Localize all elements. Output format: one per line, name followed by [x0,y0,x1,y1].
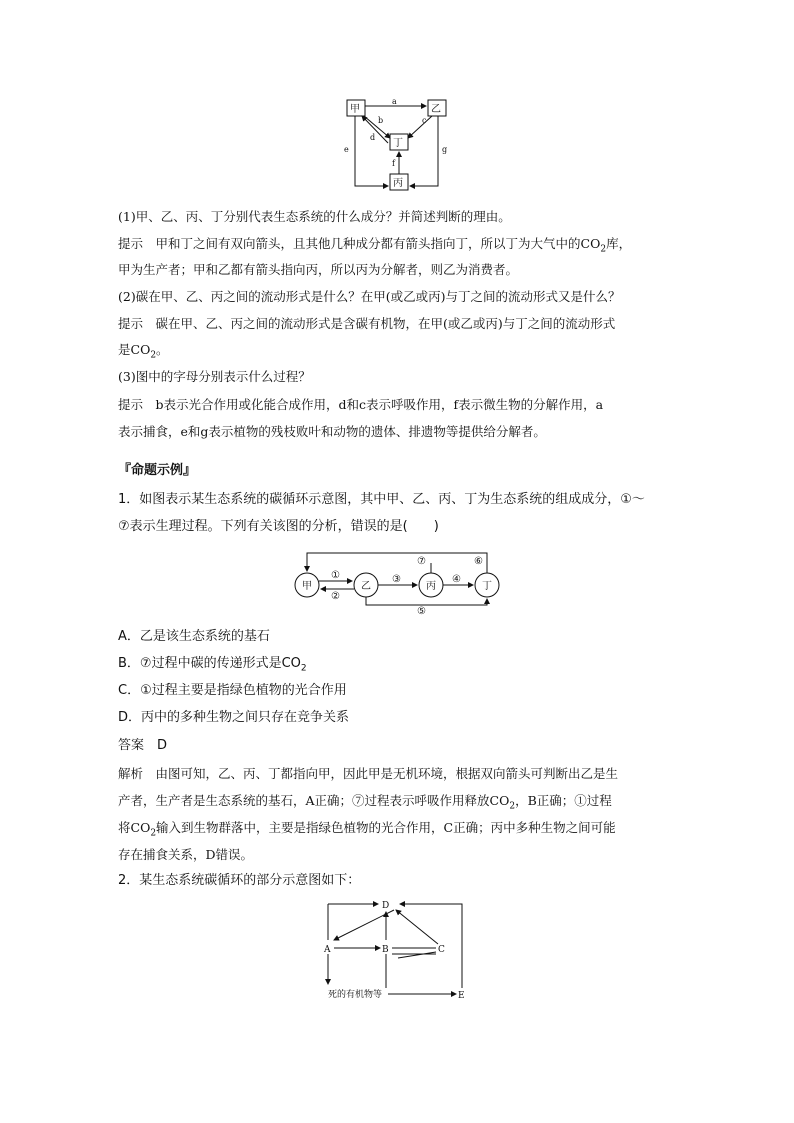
label-f: f [392,159,395,168]
option-d: D．丙中的多种生物之间只存在竞争关系 [118,710,350,725]
dead-organic-matter: 死的有机物等 [328,990,383,1000]
process-6: ⑥ [474,556,483,567]
node-bing: 丙 [426,581,436,592]
option-c: C．①过程主要是指绿色植物的光合作用 [118,683,347,698]
explanation-line-4: 存在捕食关系，D错误。 [118,847,254,862]
process-4: ④ [452,574,461,585]
label-c: c [422,116,427,125]
explanation-line-1: 解析 由图可知，乙、丙、丁都指向甲，因此甲是无机环境，根据双向箭头可判断出乙是生 [118,766,619,781]
question-3: (3)图中的字母分别表示什么过程？ [118,369,311,384]
example-2: 2．某生态系统碳循环的部分示意图如下： [118,873,361,888]
node-ding: 丁 [482,581,492,592]
figure-2-carbon-cycle [288,545,508,615]
answer: 答案 D [118,738,168,753]
hint-2-line-2: 是$CO_2$。 [118,342,169,361]
example-1-line-1: 1．如图表示某生态系统的碳循环示意图，其中甲、乙、丙、丁为生态系统的组成成分，①～ [118,492,645,507]
explanation-line-3: 将$CO_2$输入到生物群落中，主要是指绿色植物的光合作用，C正确；丙中多种生物之间可能 [118,820,616,839]
node-e: E [458,991,465,1001]
node-jia: 甲 [302,581,312,592]
section-header: 『命题示例』 [118,463,197,478]
node-a: A [324,945,331,955]
node-d: D [382,901,390,911]
hint-3-line-2: 表示捕食，e和g表示植物的残枝败叶和动物的遗体、排遗物等提供给分解者。 [118,424,546,439]
label-a: a [392,97,397,106]
label-d: d [370,133,376,142]
node-jia: 甲 [350,104,360,115]
node-c: C [438,945,445,955]
process-1: ① [331,570,340,581]
option-a: A．乙是该生态系统的基石 [118,629,270,644]
hint-3-line-1: 提示 b表示光合作用或化能合成作用，d和c表示呼吸作用，f表示微生物的分解作用，a [118,397,604,412]
node-ding: 丁 [393,138,403,149]
figure-1-carbon-cycle [340,96,460,196]
node-bing: 丙 [393,178,403,189]
process-2: ② [331,591,340,602]
process-3: ③ [392,574,401,585]
hint-2-line-1: 提示 碳在甲、乙、丙之间的流动形式是含碳有机物，在甲(或乙或丙)与丁之间的流动形式 [118,316,616,331]
label-b: b [378,116,384,125]
label-e: e [344,145,349,154]
node-b: B [382,945,389,955]
process-7: ⑦ [417,556,426,567]
example-1-line-2: ⑦表示生理过程。下列有关该图的分析，错误的是( ) [118,519,439,534]
label-g: g [442,145,448,154]
question-1: (1)甲、乙、丙、丁分别代表生态系统的什么成分？并简述判断的理由。 [118,209,511,224]
hint-1-line-2: 甲为生产者；甲和乙都有箭头指向丙，所以丙为分解者，则乙为消费者。 [118,262,519,277]
question-2: (2)碳在甲、乙、丙之间的流动形式是什么？在甲(或乙或丙)与丁之间的流动形式又是什么？ [118,289,621,304]
explanation-line-2: 产者，生产者是生态系统的基石，A正确；⑦过程表示呼吸作用释放$CO_2$，B正确；①过程 [118,793,612,812]
hint-1-line-1: 提示 甲和丁之间有双向箭头，且其他几种成分都有箭头指向丁，所以丁为大气中的$CO_2$库， [118,236,632,255]
node-yi: 乙 [361,581,371,592]
option-b: B．⑦过程中碳的传递形式是$CO_2$ [118,656,307,674]
figure-3-carbon-cycle [318,896,478,1006]
node-yi: 乙 [431,104,441,115]
process-5: ⑤ [417,606,426,615]
